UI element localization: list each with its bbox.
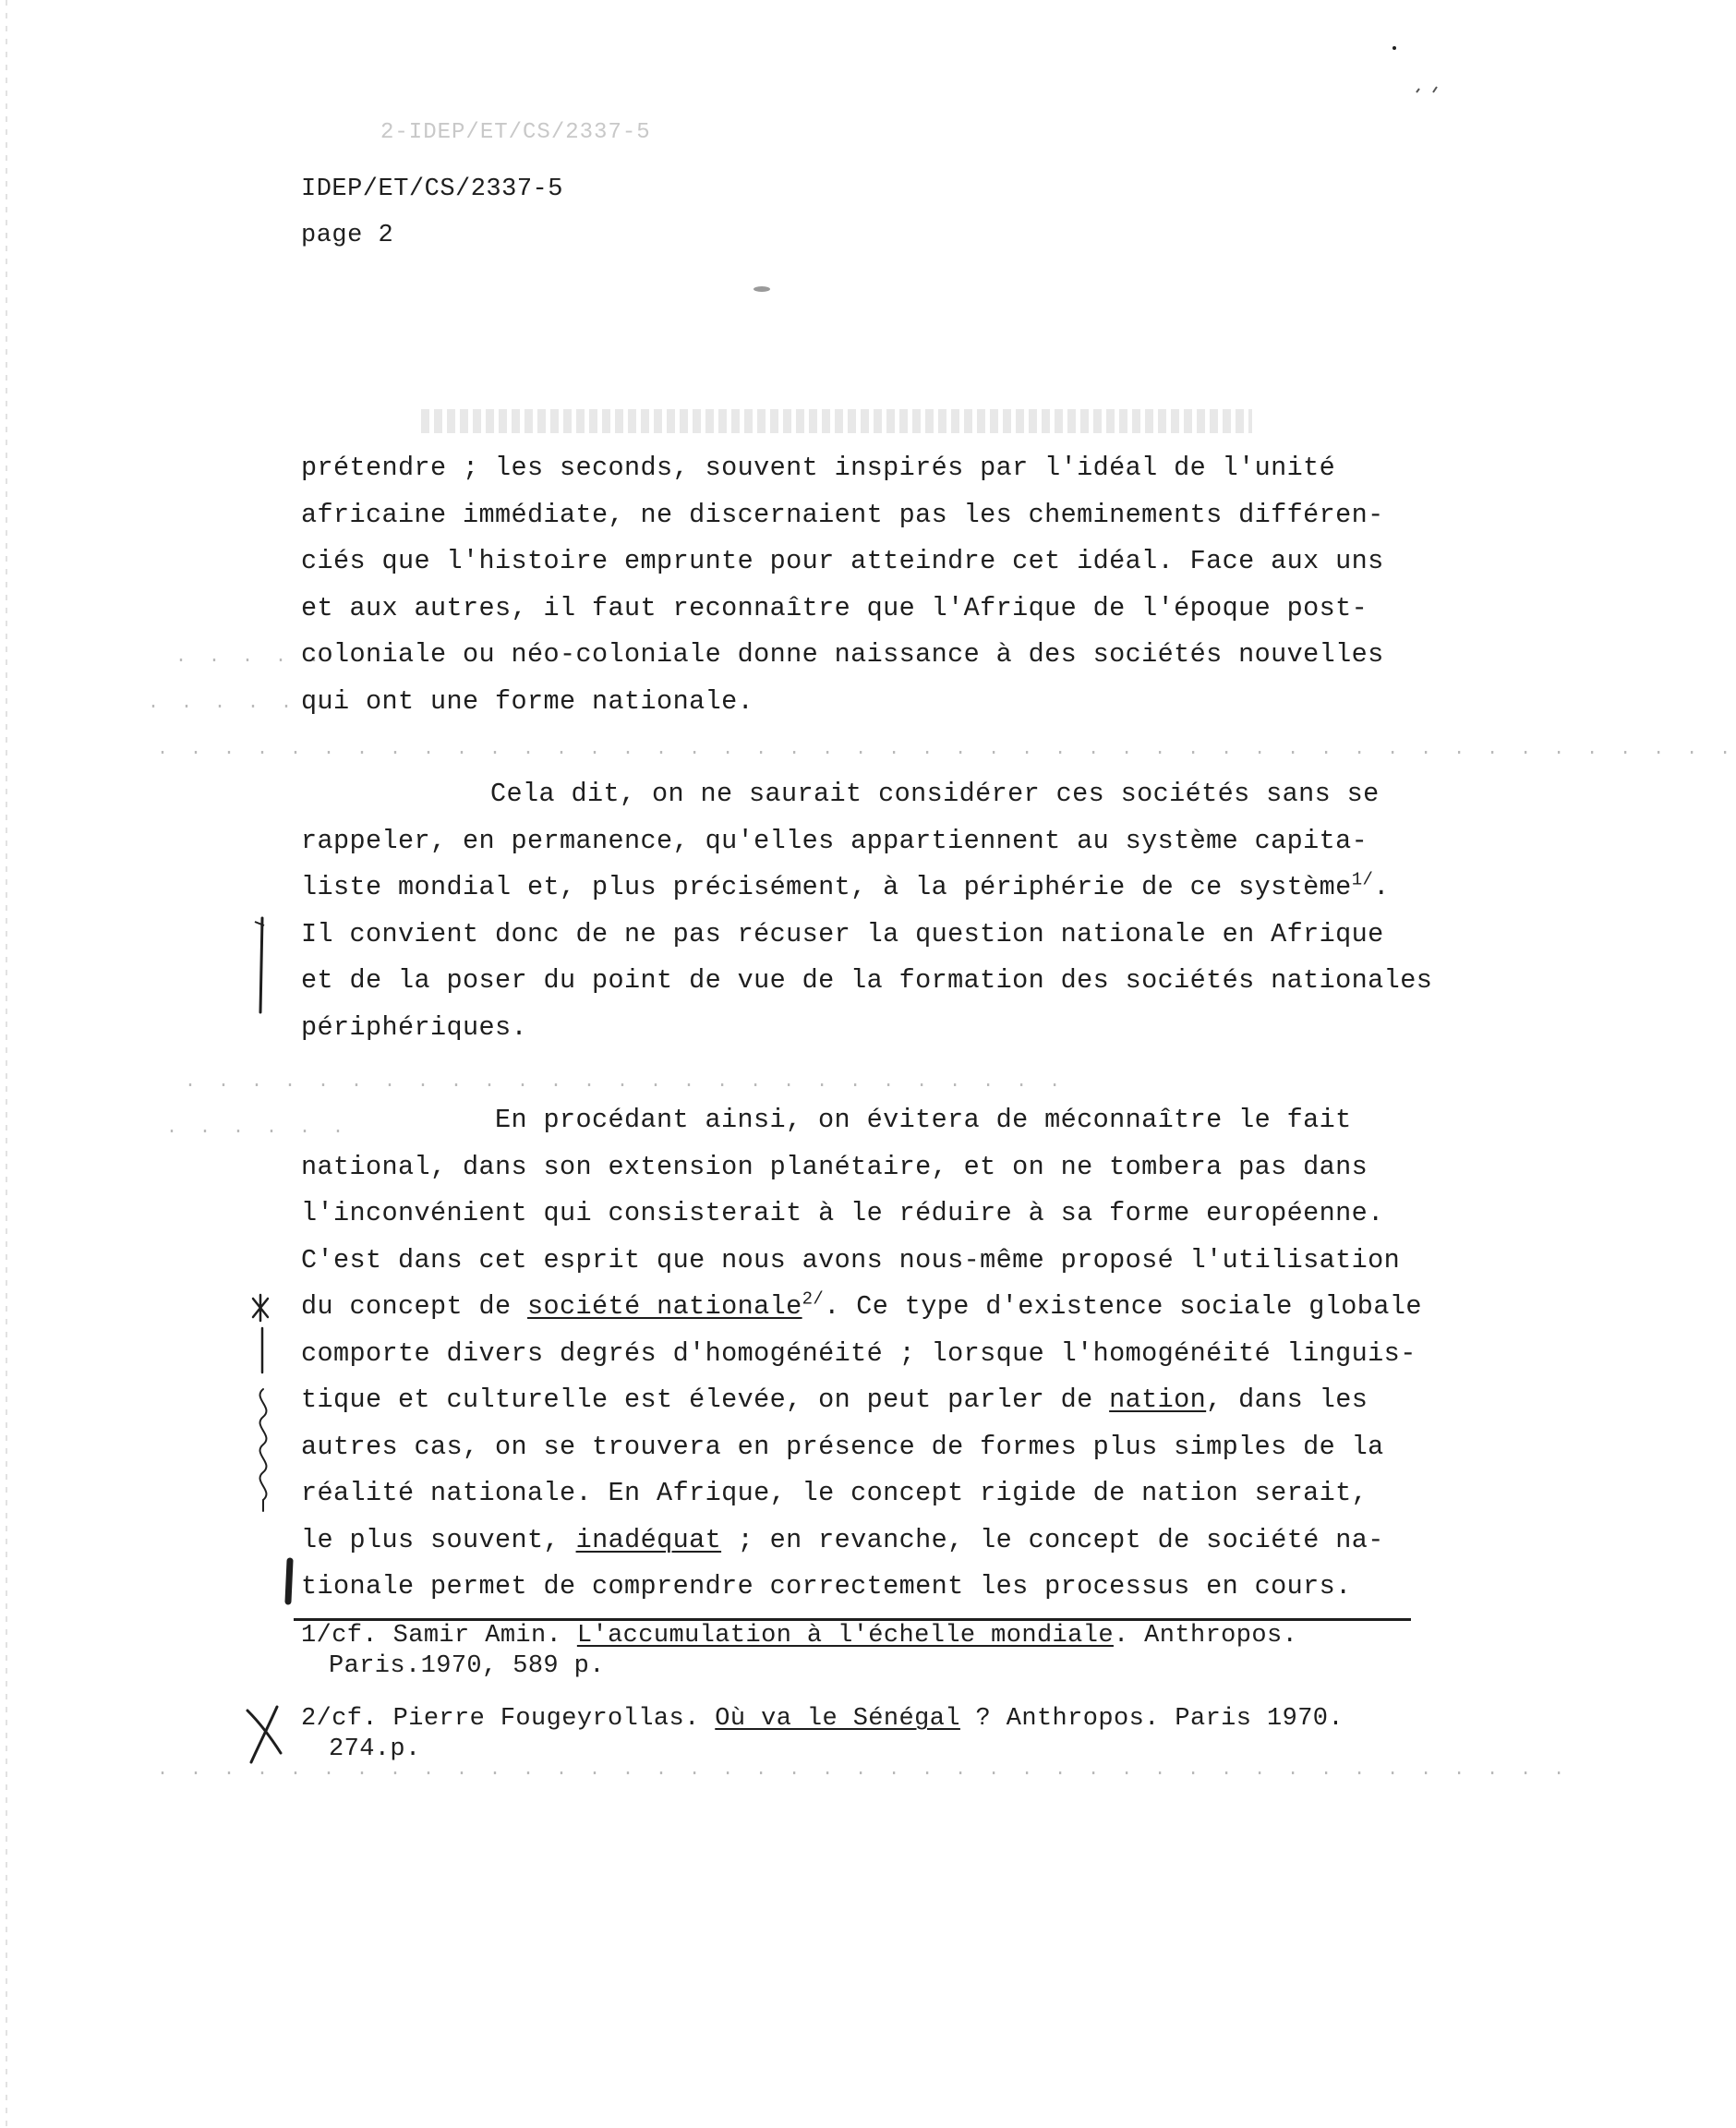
footnote-2-continuation: 274.p.	[329, 1735, 421, 1763]
ghost-header-bleed: 2-IDEP/ET/CS/2337-5	[380, 120, 651, 145]
footnote-title: Où va le Sénégal	[715, 1705, 960, 1733]
footnote-1: 1/cf. Samir Amin. L'accumulation à l'échelle mondiale. Anthropos.	[301, 1622, 1298, 1650]
sentence-end: .	[1373, 872, 1390, 902]
document-header	[301, 166, 563, 259]
ghost-text-line	[421, 409, 1252, 433]
footnote-ref: 1/	[1351, 869, 1374, 890]
line-text: du concept de	[301, 1291, 528, 1322]
margin-vertical-bar-mark	[249, 914, 277, 1016]
text-line: rappeler, en permanence, qu'elles appartiennent au système capita-	[301, 825, 1368, 856]
text-line: périphériques.	[301, 1011, 528, 1043]
text-line: qui ont une forme nationale.	[301, 685, 754, 717]
text-line	[301, 1377, 1455, 1424]
margin-bleed-mark: . . . . . . . . . . . . . . . . . . . . . . . . . . . . . . . . . . . . . . . . . . .	[157, 1759, 1571, 1781]
underlined-term: société nationale	[527, 1291, 802, 1322]
text-line: africaine immédiate, ne discernaient pas les cheminements différen-	[301, 499, 1384, 530]
text-line: C'est dans cet esprit que nous avons nous-même proposé l'utilisation	[301, 1244, 1401, 1276]
line-text: le plus souvent,	[301, 1524, 576, 1555]
text-line: En procédant ainsi, on évitera de méconnaître le fait	[495, 1105, 1352, 1135]
margin-bold-tick-mark	[280, 1557, 300, 1605]
text-line: et de la poser du point de vue de la formation des sociétés nationales	[301, 965, 1433, 996]
footnotes	[301, 1621, 1455, 1765]
text-line	[301, 1284, 1455, 1331]
text-line: ciés que l'histoire emprunte pour atteindre cet idéal. Face aux uns	[301, 546, 1384, 576]
margin-bleed-mark: . . . . . .	[166, 1118, 350, 1139]
text-line: autres cas, on se trouvera en présence de formes plus simples de la	[301, 1431, 1384, 1462]
underlined-term: nation	[1109, 1384, 1207, 1415]
margin-cross-mark	[242, 1701, 286, 1766]
body-text	[301, 445, 1455, 1611]
document-reference: IDEP/ET/CS/2337-5	[301, 175, 563, 203]
footnote-ref: 2/	[802, 1288, 825, 1310]
page-number: page 2	[301, 222, 394, 249]
line-text: ; en revanche, le concept de société na-	[721, 1524, 1384, 1555]
margin-squiggle-mark	[249, 1385, 277, 1515]
line-text: , dans les	[1206, 1384, 1368, 1415]
text-line	[301, 864, 1455, 912]
text-line: Il convient donc de ne pas récuser la question nationale en Afrique	[301, 918, 1384, 949]
text-line: réalité nationale. En Afrique, le concept rigide de nation serait,	[301, 1478, 1368, 1508]
page-edge-artifact	[6, 0, 7, 2128]
text-line	[301, 1517, 1455, 1565]
margin-asterisk-bar-mark	[247, 1293, 279, 1376]
footnote-2: 2/cf. Pierre Fougeyrollas. Où va le Sénégal ? Anthropos. Paris 1970.	[301, 1705, 1344, 1733]
line-text: liste mondial et, plus précisément, à la périphérie de ce système	[301, 872, 1352, 902]
text-line: prétendre ; les seconds, souvent inspirés par l'idéal de l'unité	[301, 453, 1336, 483]
footnote-1-continuation: Paris.1970, 589 p.	[329, 1652, 605, 1680]
scan-speck	[1385, 41, 1450, 105]
text-line: Cela dit, on ne saurait considérer ces sociétés sans se	[490, 779, 1380, 809]
margin-bleed-mark: . . . . .	[175, 647, 326, 668]
line-text: . Ce type d'existence sociale globale	[824, 1291, 1422, 1322]
scan-speck	[748, 283, 776, 296]
text-line: et aux autres, il faut reconnaître que l'Afrique de l'époque post-	[301, 592, 1368, 623]
text-line: national, dans son extension planétaire, et on ne tombera pas dans	[301, 1151, 1368, 1182]
line-text: tique et culturelle est élevée, on peut parler de	[301, 1384, 1110, 1415]
underlined-term: inadéquat	[575, 1524, 722, 1555]
margin-bleed-mark: . . . . . . . . . . . . . . . . . . . . . . . . . . .	[185, 1071, 1067, 1093]
text-line: coloniale ou néo-coloniale donne naissance à des sociétés nouvelles	[301, 639, 1384, 670]
text-line: comporte divers degrés d'homogénéité ; lorsque l'homogénéité linguis-	[301, 1337, 1417, 1369]
margin-bleed-mark: . . . . . . . . . . . . . . . . . . . . . . . . . . . . . . . . . . . . . . . . . . . . . . . .	[157, 739, 1736, 760]
text-line: l'inconvénient qui consisterait à le réduire à sa forme européenne.	[301, 1198, 1384, 1228]
text-line: tionale permet de comprendre correctement les processus en cours.	[301, 1571, 1352, 1602]
footnote-title: L'accumulation à l'échelle mondiale	[576, 1622, 1114, 1650]
margin-bleed-mark: . . . . . .	[148, 693, 332, 714]
